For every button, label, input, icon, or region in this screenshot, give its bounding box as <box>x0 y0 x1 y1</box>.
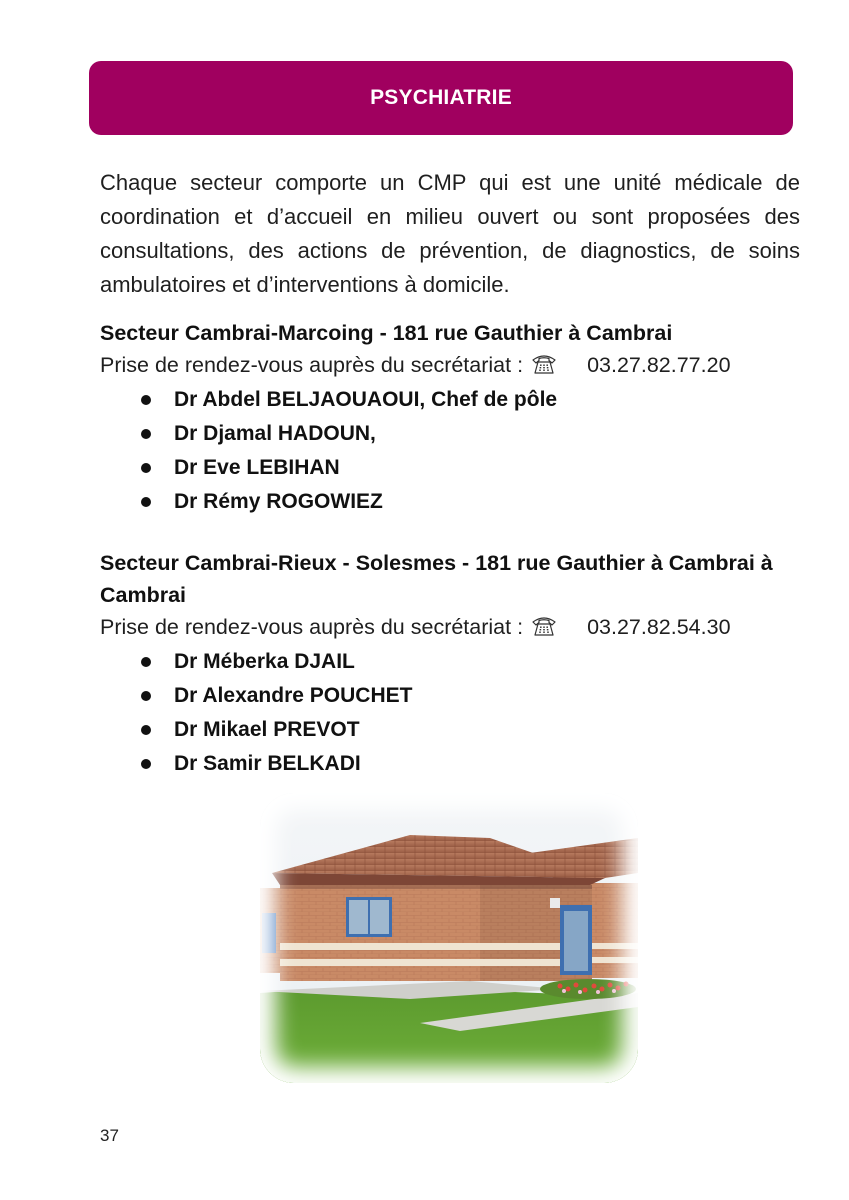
intro-paragraph: Chaque secteur comporte un CMP qui est une unité médicale de coordination et d’accueil en milieu ouvert ou sont proposées des consultations, des actions de prévention, de diagnostics, de soins ambulatoires et d’interventions à domicile. <box>100 170 800 297</box>
bullet-icon <box>141 395 151 405</box>
sector-title: Secteur Cambrai-Rieux - Solesmes - 181 rue Gauthier à Cambrai à Cambrai <box>100 551 773 607</box>
list-item <box>100 417 810 451</box>
sector-cambrai-marcoing <box>100 317 810 519</box>
phone-number: 03.27.82.54.30 <box>587 615 731 639</box>
doctor-name: Dr Abdel BELJAOUAOUI, Chef de pôle <box>174 388 558 411</box>
sector-title: Secteur Cambrai-Marcoing - 181 rue Gauthier à Cambrai <box>100 321 673 345</box>
doctor-name: Dr Djamal HADOUN, <box>174 422 376 445</box>
doctor-list <box>100 645 810 781</box>
bullet-icon <box>141 759 151 769</box>
doctor-name: Dr Méberka DJAIL <box>174 650 355 673</box>
bullet-icon <box>141 463 151 473</box>
list-item <box>100 645 810 679</box>
list-item <box>100 451 810 485</box>
doctor-name: Dr Samir BELKADI <box>174 752 361 775</box>
appointment-label: Prise de rendez-vous auprès du secrétariat : <box>100 353 524 377</box>
bullet-icon <box>141 691 151 701</box>
telephone-icon <box>531 352 557 374</box>
appointment-label: Prise de rendez-vous auprès du secrétariat : <box>100 615 524 639</box>
cmp-building-photo <box>260 793 638 1083</box>
section-title: PSYCHIATRIE <box>370 86 512 109</box>
bullet-icon <box>141 497 151 507</box>
list-item <box>100 713 810 747</box>
list-item <box>100 747 810 781</box>
telephone-icon <box>531 614 557 636</box>
doctor-name: Dr Alexandre POUCHET <box>174 684 413 707</box>
appointment-line <box>100 611 810 643</box>
phone-number: 03.27.82.77.20 <box>587 353 731 377</box>
page-number: 37 <box>100 1126 119 1145</box>
section-banner <box>89 61 793 135</box>
doctor-name: Dr Eve LEBIHAN <box>174 456 340 479</box>
appointment-line <box>100 349 810 381</box>
list-item <box>100 485 810 519</box>
bullet-icon <box>141 657 151 667</box>
list-item <box>100 383 810 417</box>
sector-cambrai-rieux-solesmes <box>100 547 810 781</box>
doctor-name: Dr Mikael PREVOT <box>174 718 360 741</box>
bullet-icon <box>141 725 151 735</box>
list-item <box>100 679 810 713</box>
bullet-icon <box>141 429 151 439</box>
doctor-name: Dr Rémy ROGOWIEZ <box>174 490 383 513</box>
doctor-list <box>100 383 810 519</box>
